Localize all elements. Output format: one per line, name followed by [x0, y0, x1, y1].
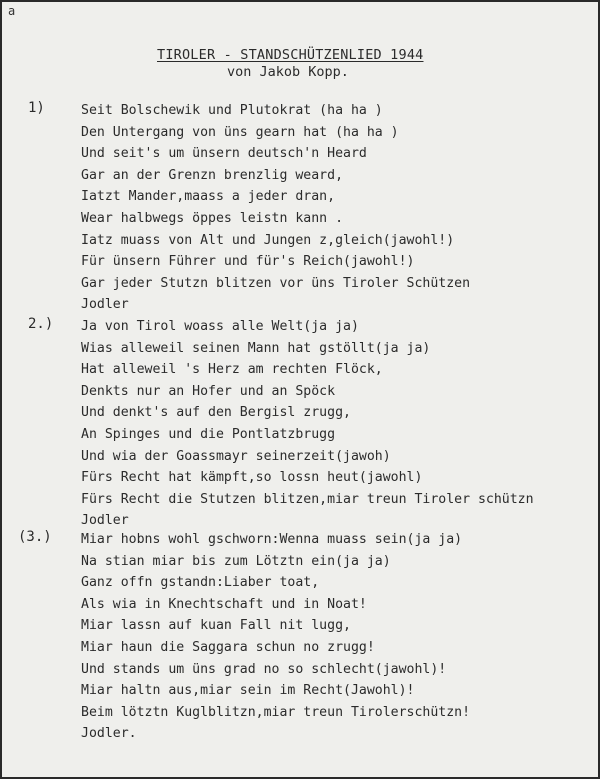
verse-line: Gar an der Grenzn brenzlig weard, [81, 167, 344, 183]
verse-line: Na stian miar bis zum Lötztn ein(ja ja) [81, 553, 391, 569]
stanza-lines [81, 316, 534, 532]
verse-line: Den Untergang von üns gearn hat (ha ha ) [81, 124, 399, 140]
verse-line: Denkts nur an Hofer und an Spöck [81, 383, 336, 399]
verse-line: Fürs Recht die Stutzen blitzen,miar treun Tiroler schützn [81, 491, 534, 507]
verse-line: Miar lassn auf kuan Fall nit lugg, [81, 618, 351, 634]
stanza-number: 2.) [28, 316, 54, 332]
stanza-lines [81, 100, 470, 316]
verse-line: Ja von Tirol woass alle Welt(ja ja) [81, 319, 359, 334]
verse-line: Ganz offn gstandn:Liaber toat, [81, 575, 320, 591]
song-author: von Jakob Kopp. [227, 64, 349, 80]
verse-line: Miar haltn aus,miar sein im Recht(Jawohl)! [81, 683, 415, 699]
verse-line: Iatz muass von Alt und Jungen z,gleich(jawohl!) [81, 232, 455, 248]
verse-line: Jodler [81, 297, 129, 313]
verse-line: Wear halbwegs öppes leistn kann . [81, 210, 344, 226]
stanza-lines [81, 529, 470, 745]
verse-line: Für ünsern Führer und für's Reich(jawohl!) [81, 254, 415, 270]
verse-line: Und denkt's auf den Bergisl zrugg, [81, 405, 351, 421]
verse-line: Hat alleweil 's Herz am rechten Flöck, [81, 362, 383, 378]
verse-line: Jodler. [81, 726, 137, 742]
verse-line: Beim lötztn Kuglblitzn,miar treun Tirolerschützn! [81, 704, 471, 720]
verse-line: An Spinges und die Pontlatzbrugg [81, 426, 336, 442]
verse-line: Gar jeder Stutzn blitzen vor üns Tiroler Schützen [81, 275, 471, 291]
verse-line: Jodler [81, 513, 129, 529]
verse-line: Wias alleweil seinen Mann hat gstöllt(ja ja) [81, 340, 431, 356]
verse-line: Und stands um üns grad no so schlecht(jawohl)! [81, 661, 447, 677]
stanza-number: (3.) [18, 529, 52, 545]
verse-line: Und wia der Goassmayr seinerzeit(jawoh) [81, 448, 391, 464]
verse-line: Als wia in Knechtschaft und in Noat! [81, 596, 367, 612]
song-title: TIROLER - STANDSCHÜTZENLIED 1944 [157, 47, 424, 63]
stanza-number: 1) [28, 100, 45, 116]
verse-line: Iatzt Mander,maass a jeder dran, [81, 189, 336, 205]
verse-line: Und seit's um ünsern deutsch'n Heard [81, 146, 367, 162]
verse-line: Miar haun die Saggara schun no zrugg! [81, 639, 375, 655]
corner-mark: a [8, 4, 16, 18]
verse-line: Miar hobns wohl gschworn:Wenna muass sein(ja ja) [81, 532, 463, 547]
verse-line: Seit Bolschewik und Plutokrat (ha ha ) [81, 103, 383, 118]
verse-line: Fürs Recht hat kämpft,so lossn heut(jawohl) [81, 470, 423, 486]
